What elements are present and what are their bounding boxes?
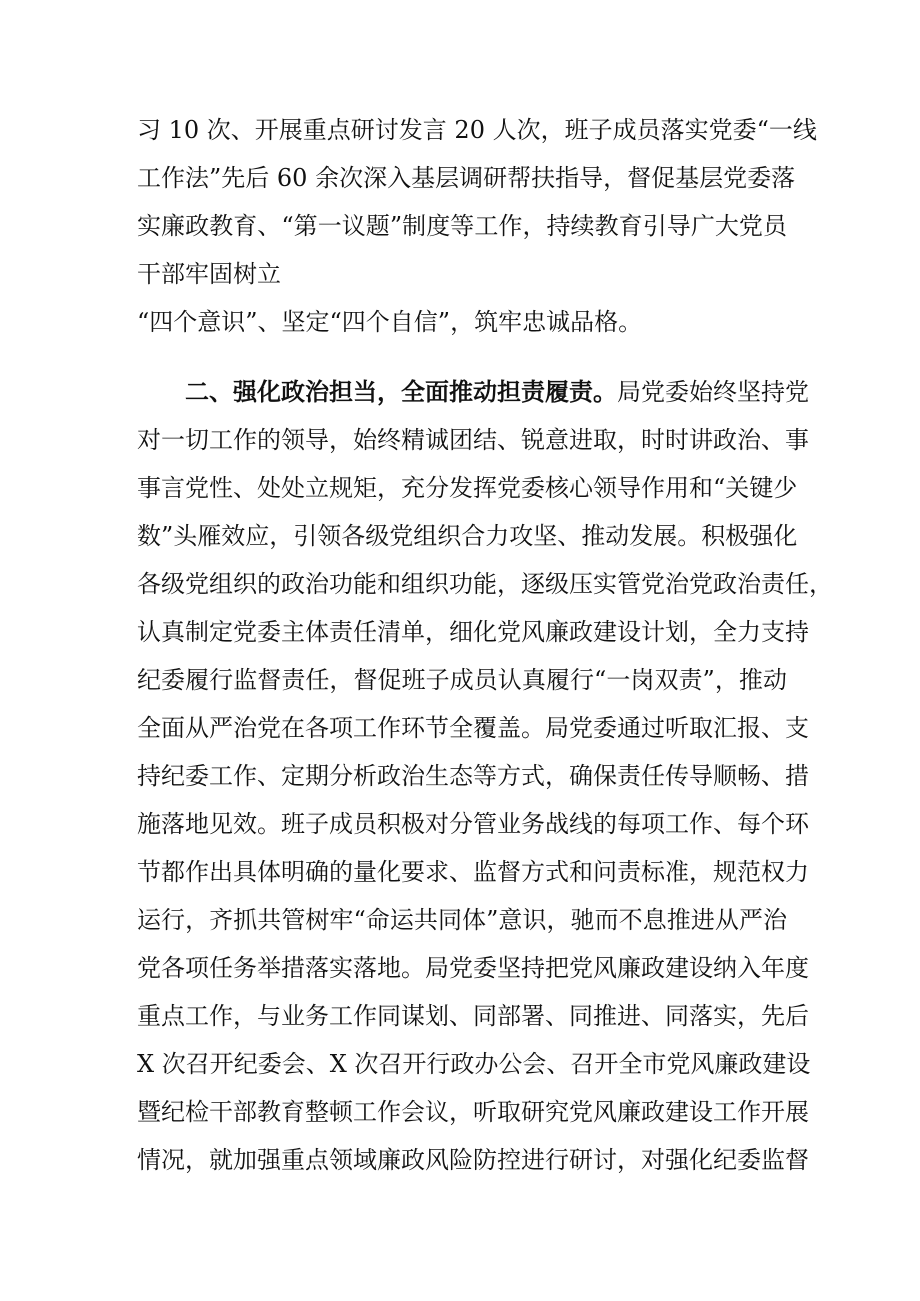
text-line: X 次召开纪委会、X 次召开行政办公会、召开全市党风廉政建设: [137, 1050, 811, 1078]
text-line: 事言党性、处处立规矩，充分发挥党委核心领导作用和“关键少: [137, 474, 798, 502]
text-line: 暨纪检干部教育整顿工作会议，听取研究党风廉政建设工作开展: [137, 1098, 809, 1126]
text-line: 施落地见效。班子成员积极对分管业务战线的每项工作、每个环: [137, 810, 809, 838]
text-line: “四个意识”、坚定“四个自信”，筑牢忠诚品格。: [137, 308, 643, 336]
text-line: 重点工作，与业务工作同谋划、同部署、同推进、同落实，先后: [137, 1002, 809, 1030]
text-line: 节都作出具体明确的量化要求、监督方式和问责标准，规范权力: [137, 858, 809, 886]
text-line: 认真制定党委主体责任清单，细化党风廉政建设计划，全力支持: [137, 618, 809, 646]
text-line: 干部牢固树立: [137, 260, 281, 288]
text-line: 纪委履行监督责任，督促班子成员认真履行“一岗双责”，推动: [137, 666, 787, 694]
text-line: 情况，就加强重点领域廉政风险防控进行研讨，对强化纪委监督: [137, 1146, 809, 1174]
text-line: 数”头雁效应，引领各级党组织合力攻坚、推动发展。积极强化: [137, 522, 798, 550]
paragraph-first-line: [185, 368, 809, 416]
text-line: 持纪委工作、定期分析政治生态等方式，确保责任传导顺畅、措: [137, 762, 809, 790]
text-line: 实廉政教育、“第一议题”制度等工作，持续教育引导广大党员: [137, 212, 787, 240]
text-line: 运行，齐抓共管树牢“命运共同体”意识，驰而不息推进从严治: [137, 906, 787, 934]
heading-continuation: 局党委始终坚持党: [617, 378, 809, 406]
section-heading: 二、强化政治担当，全面推动担责履责。: [185, 377, 617, 406]
text-line: 工作法”先后 60 余次深入基层调研帮扶指导，督促基层党委落: [137, 164, 796, 192]
text-line: 对一切工作的领导，始终精诚团结、锐意进取，时时讲政治、事: [137, 426, 809, 454]
text-line: 党各项任务举措落实落地。局党委坚持把党风廉政建设纳入年度: [137, 954, 809, 982]
text-line: 全面从严治党在各项工作环节全覆盖。局党委通过听取汇报、支: [137, 714, 809, 742]
text-line: 各级党组织的政治功能和组织功能，逐级压实管党治党政治责任，: [137, 570, 833, 598]
text-line: 习 10 次、开展重点研讨发言 20 人次，班子成员落实党委“一线: [137, 116, 817, 144]
